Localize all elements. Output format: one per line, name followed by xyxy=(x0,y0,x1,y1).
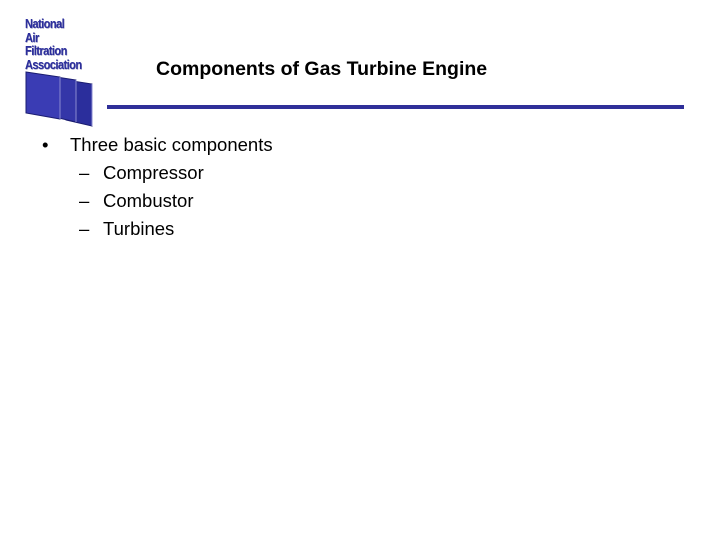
logo-line-2: Air xyxy=(25,30,39,45)
dash-icon: – xyxy=(79,162,90,183)
bullet-text: Three basic components xyxy=(70,134,273,155)
sub-bullet-text: Combustor xyxy=(103,190,194,211)
logo-line-3: Filtration xyxy=(25,44,67,58)
sub-bullet-text: Compressor xyxy=(103,162,204,183)
slide-title: Components of Gas Turbine Engine xyxy=(156,58,488,80)
title-divider xyxy=(107,105,684,109)
bullet-dot-icon: • xyxy=(42,134,49,155)
dash-icon: – xyxy=(79,190,90,211)
sub-bullet-text: Turbines xyxy=(103,218,175,239)
nafa-logo xyxy=(22,16,100,134)
logo-line-1: National xyxy=(25,17,65,31)
logo-line-4: Association xyxy=(25,57,82,72)
logo-wordmark xyxy=(25,18,82,72)
dash-icon: – xyxy=(79,218,90,239)
